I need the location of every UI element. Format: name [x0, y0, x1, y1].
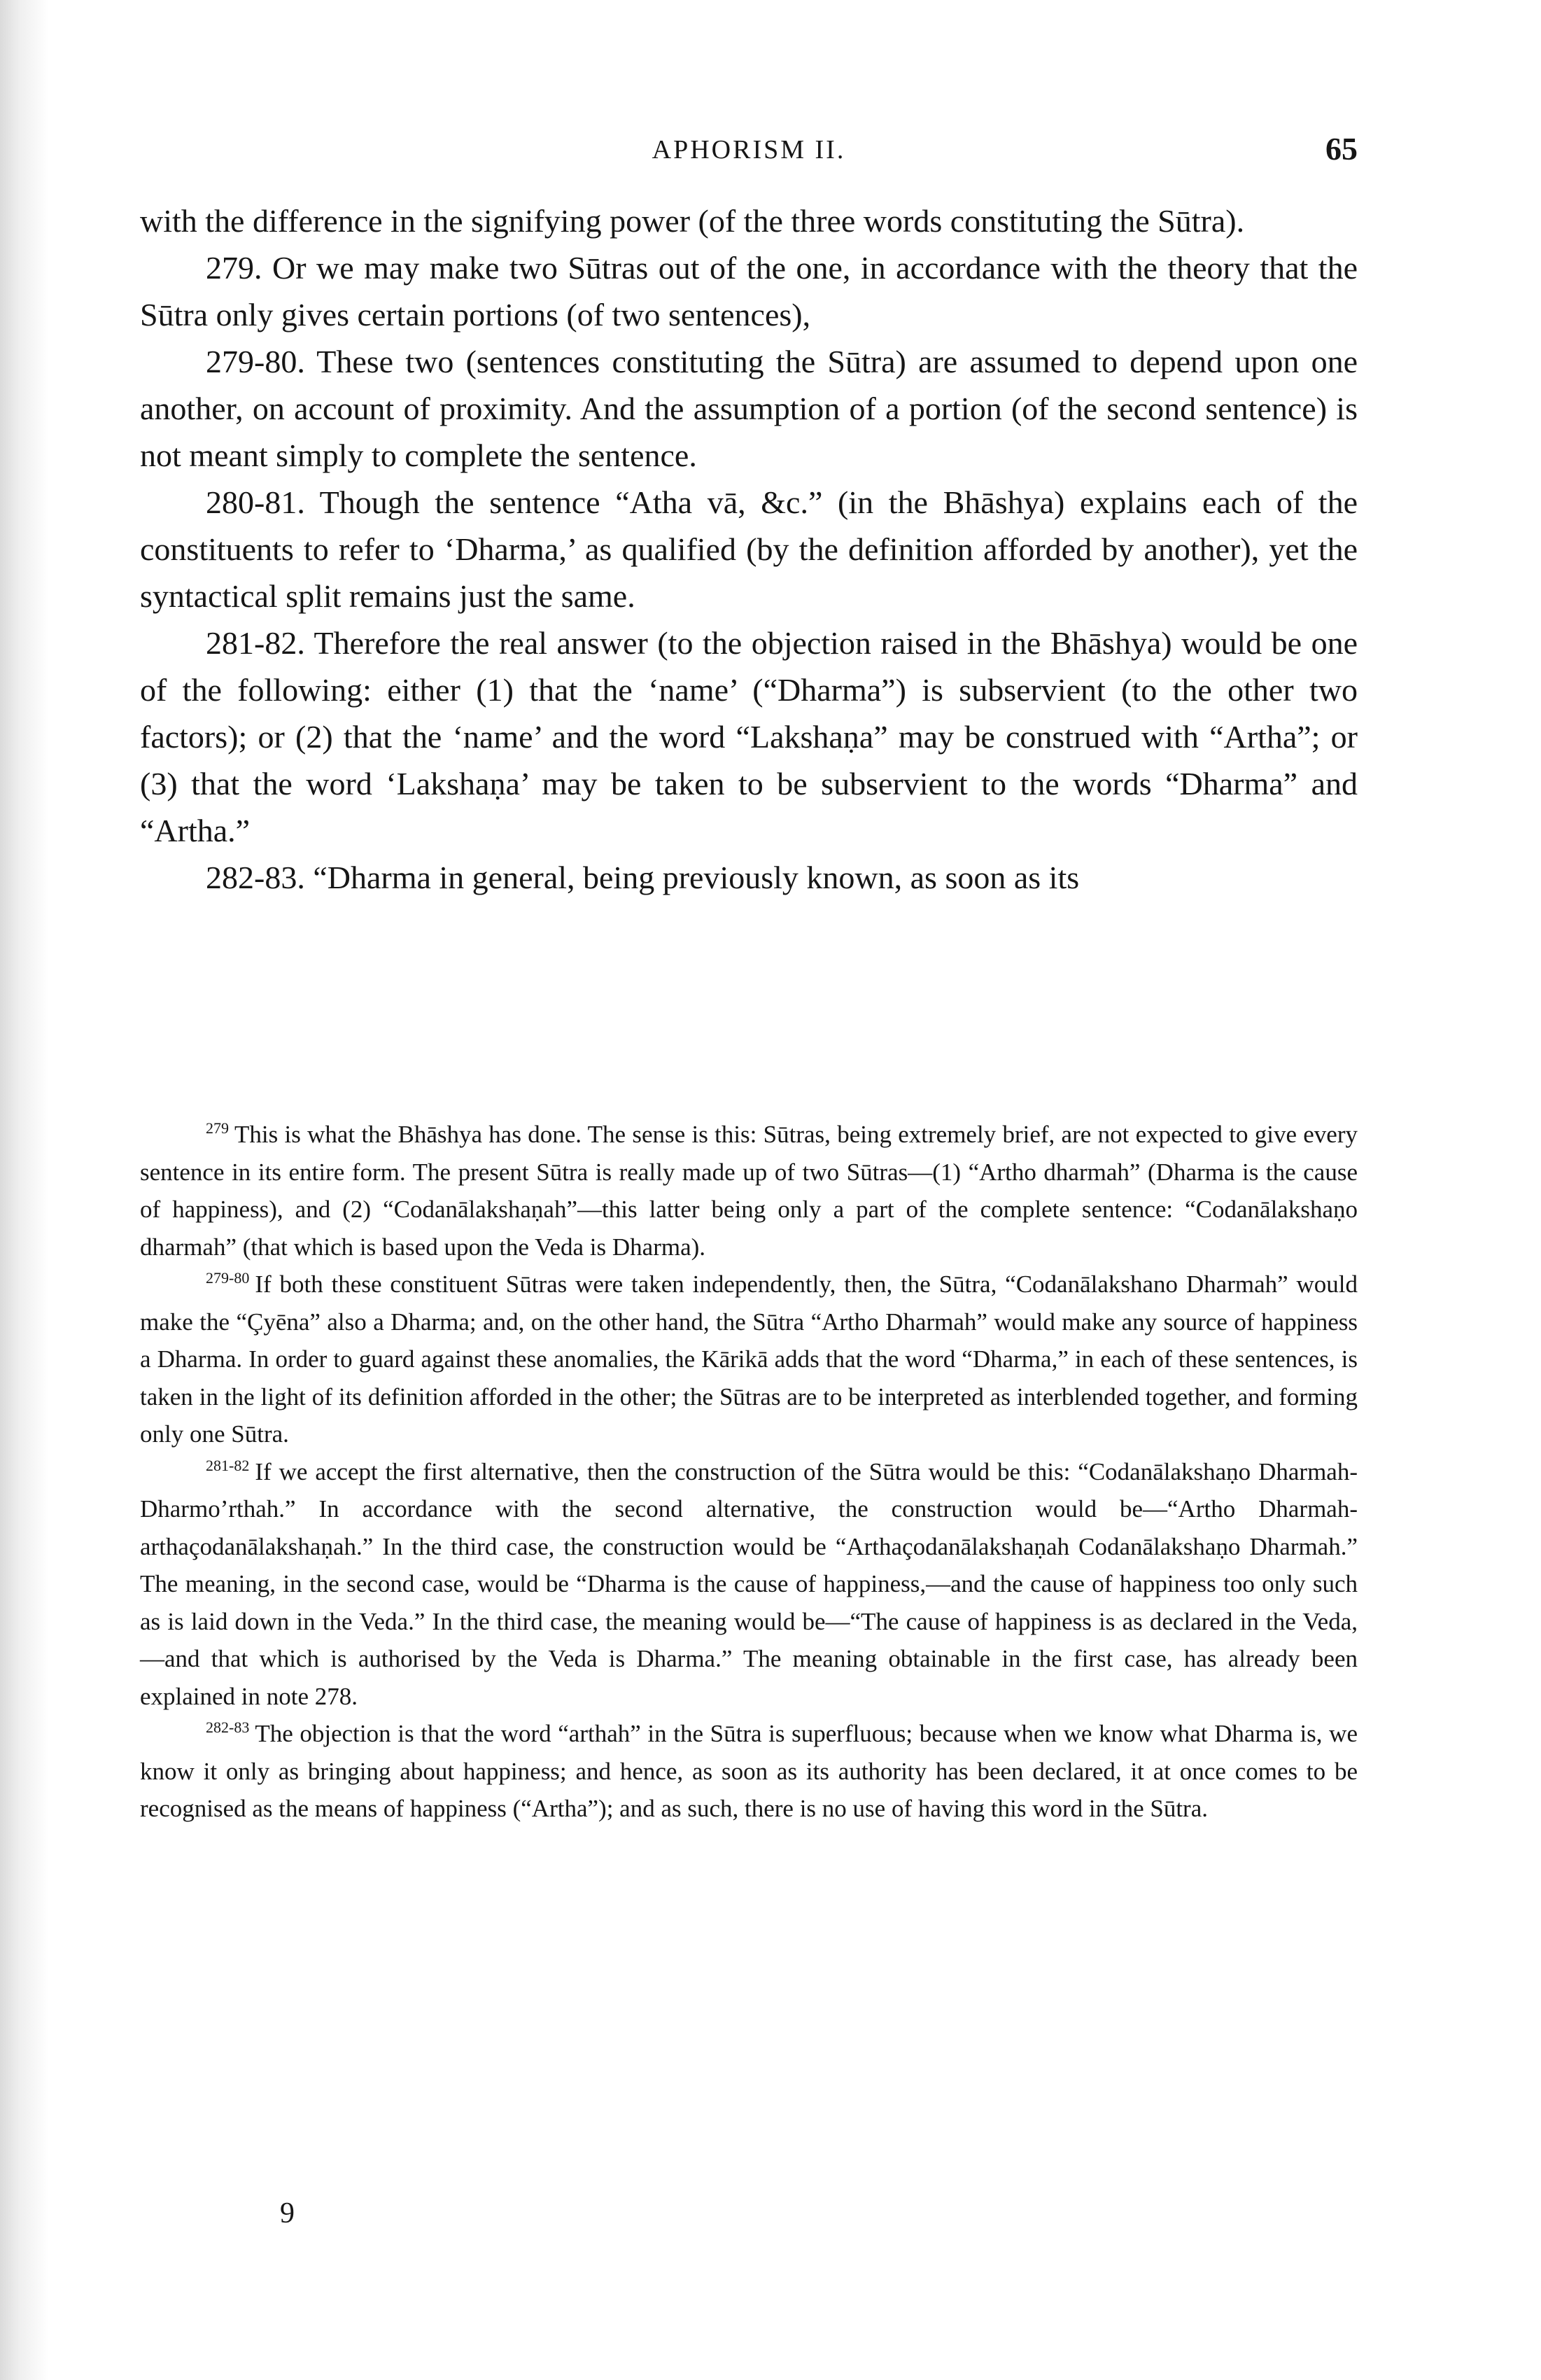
running-title: APHORISM II.: [652, 135, 846, 164]
paragraph-279-80: 279-80. These two (sentences constituting the Sūtra) are assumed to depend upon one another, on account of proximity. And the assumption of a portion (of the second sentence) is not meant simply to complete the sentence.: [140, 344, 1358, 473]
page-header: [140, 131, 1358, 176]
footnote-text: This is what the Bhāshya has done. The sense is this: Sūtras, being extremely brief, are not expected to give every sentence in its entire form. The present Sūtra is really made up of two Sūtras—(1) “Artho dharmah” (Dharma is the cause of happiness), and (2) “Codanālakshaṇah”—this latter being only a part of the complete sentence: “Codanālakshaṇo dharmah” (that which is based upon the Veda is Dharma).: [140, 1121, 1358, 1261]
signature-mark: 9: [280, 2197, 295, 2230]
footnotes: [140, 1116, 1358, 1828]
footnote-ref: 282-83: [206, 1718, 250, 1737]
main-text: [140, 197, 1358, 901]
footnote: [140, 1116, 1358, 1266]
footnote-text: If both these constituent Sūtras were taken independently, then, the Sūtra, “Codanālakshano Dharmah” would make the “Çyēna” also a Dharma; and, on the other hand, the Sūtra “Artho Dharmah” would make any source of happiness a Dharma. In order to guard against these anomalies, the Kārikā adds that the word “Dharma,” in each of these sentences, is taken in the light of its definition afforded in the other; the Sūtras are to be interpreted as interblended together, and forming only one Sūtra.: [140, 1270, 1358, 1448]
footnote-text: If we accept the first alternative, then the construction of the Sūtra would be this: “Codanālakshaṇo Dharmah-Dharmo’rthah.” In accordance with the second alternative, the construction would be—“Artho Dharmah-arthaçodanālakshaṇah.” In the third case, the construction would be “Arthaçodanālakshaṇah Codanālakshaṇo Dharmah.” The meaning, in the second case, would be “Dharma is the cause of happiness,—and the cause of happiness too only such as is laid down in the Veda.” In the third case, the meaning would be—“The cause of happiness is as declared in the Veda,—and that which is authorised by the Veda is Dharma.” The meaning obtainable in the first case, has already been explained in note 278.: [140, 1457, 1358, 1710]
paragraph-280-81: 280-81. Though the sentence “Atha vā, &c.” (in the Bhāshya) explains each of the constituents to refer to ‘Dharma,’ as qualified (by the definition afforded by another), yet the syntactical split remains just the same.: [140, 484, 1358, 614]
footnote: [140, 1453, 1358, 1716]
footnote-ref: 279-80: [206, 1269, 250, 1287]
footnote-text: The objection is that the word “arthah” in the Sūtra is superfluous; because when we know what Dharma is, we know it only as bringing about happiness; and hence, as soon as its authority has been declared, it at once comes to be recognised as the means of happiness (“Artha”); and as such, there is no use of having this word in the Sūtra.: [140, 1720, 1358, 1822]
footnote-ref: 279: [206, 1119, 229, 1138]
paragraph-282-83: 282-83. “Dharma in general, being previously known, as soon as its: [206, 860, 1080, 895]
footnote-ref: 281-82: [206, 1456, 250, 1474]
binding-shadow: [0, 0, 49, 2380]
footnote: [140, 1266, 1358, 1453]
paragraph-279: 279. Or we may make two Sūtras out of the one, in accordance with the theory that the Sūtra only gives certain portions (of two sentences),: [140, 250, 1358, 332]
page-number: 65: [1325, 131, 1358, 167]
paragraph-continuation: with the difference in the signifying power (of the three words constituting the Sūtra).: [140, 203, 1245, 239]
footnote: [140, 1715, 1358, 1828]
paragraph-281-82: 281-82. Therefore the real answer (to the objection raised in the Bhāshya) would be one of the following: either (1) that the ‘name’ (“Dharma”) is subservient (to the other two factors); or (2) that the ‘name’ and the word “Lakshaṇa” may be construed with “Artha”; or (3) that the word ‘Lakshaṇa’ may be taken to be subservient to the words “Dharma” and “Artha.”: [140, 625, 1358, 848]
